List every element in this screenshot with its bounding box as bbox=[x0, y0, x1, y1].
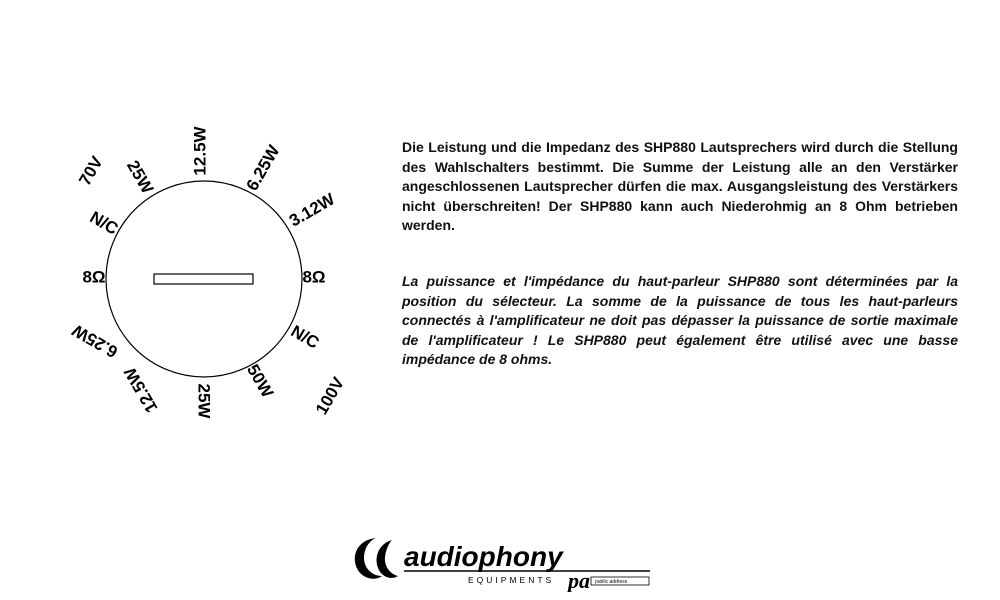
label-3-12w: 3.12W bbox=[285, 189, 339, 231]
label-6-25w-left: 6.25W bbox=[68, 320, 122, 362]
label-8ohm-right: 8Ω bbox=[302, 267, 326, 287]
description-german: Die Leistung und die Impedanz des SHP880 Lautsprechers wird durch die Stellung des Wahlschalters bestimmt. Die Summe der Leistung alle an den Verstärker angeschlossenen Lautsprecher dürfen die max. Ausgangsleistung des Verstärkers nicht überschreiten! Der SHP880 kann auch Niederohmig an 8 Ohm betrieben werden. bbox=[402, 139, 958, 233]
brand-subtitle: EQUIPMENTS bbox=[468, 575, 555, 585]
label-12-5w-bottom: 12.5W bbox=[120, 363, 162, 417]
label-nc-right: N/C bbox=[287, 321, 323, 353]
label-50w: 50W bbox=[243, 361, 277, 401]
label-8ohm-left: 8Ω bbox=[82, 267, 106, 287]
label-100v: 100V bbox=[311, 374, 349, 418]
logo-swirl-inner-icon bbox=[377, 540, 398, 578]
selector-slot bbox=[154, 274, 253, 284]
label-70v: 70V bbox=[75, 153, 107, 189]
brand-tag: public address bbox=[595, 579, 628, 585]
label-nc-left: N/C bbox=[86, 207, 122, 239]
label-25w-top: 25W bbox=[123, 157, 157, 197]
label-25w-bottom: 25W bbox=[194, 383, 214, 419]
label-6-25w-top: 6.25W bbox=[242, 141, 284, 195]
label-12-5w-top: 12.5W bbox=[190, 126, 210, 176]
description-french: La puissance et l'impédance du haut-parleur SHP880 sont déterminées par la position du sélecteur. La somme de la puissance de tous les haut-parleurs connectés à l'amplificateur ne doit pas dépasser la puissance de sortie maximale de l'amplificateur ! Le SHP880 peut également être utilisé avec une basse impédance de 8 ohms. bbox=[402, 273, 958, 367]
audiophony-logo bbox=[348, 530, 658, 592]
brand-name: audiophony bbox=[404, 541, 563, 572]
brand-pa: pa bbox=[568, 568, 590, 592]
